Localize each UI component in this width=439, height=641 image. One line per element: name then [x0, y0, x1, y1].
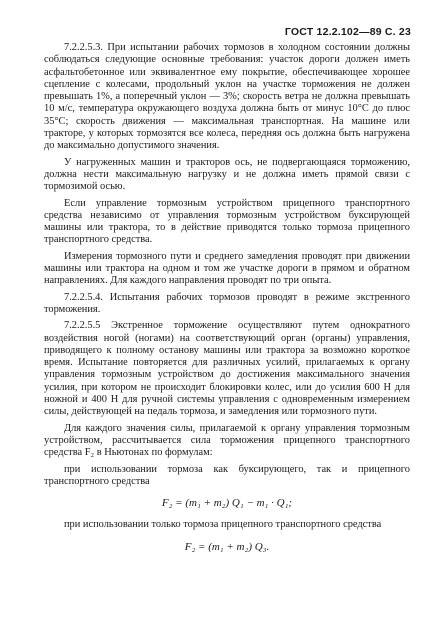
- formula-1: F₂ = (m₁ + m₂) Q₁ − m₁ · Q₁;: [161, 497, 293, 510]
- paragraph-loaded-machines: У нагруженных машин и тракторов ось, не подвергающаяся торможению, должна нести максимальную нагрузку и не должна иметь прямой связи с тормозимой осью.: [44, 156, 410, 193]
- page-header: ГОСТ 12.2.102—89 С. 23: [284, 26, 411, 38]
- paragraph-trailer-control: Если управление тормозным устройством прицепного транспортного средства независимо от управления тормозным устройством буксирующей машины или трактора, то в действие приводятся только тормоза прицепного транспортного средства.: [44, 197, 410, 246]
- paragraph-measurements: Измерения тормозного пути и среднего замедления проводят при движении машины или трактора на одном и том же участке дороги в прямом и обратном направлениях. Для каждого направления проводят по три опыта.: [44, 250, 410, 287]
- paragraph-both-brakes: при использовании тормоза как буксирующего, так и прицепного транспортного средства: [44, 463, 410, 487]
- formula-2: F₂ = (m₁ + m₂) Q₃.: [184, 540, 270, 553]
- document-body: [44, 42, 410, 563]
- paragraph-7-2-2-5-3: 7.2.2.5.3. При испытании рабочих тормозов в холодном состоянии должны соблюдаться следующие основные требования: участок дороги должен иметь асфальтобетонное или эквивалентное ему покрытие, обеспечивающее хорошее сцепление с колесами, продольный уклон на участке торможения не должен превышать 1%, а поперечный уклон — 3%; скорость ветра не должна превышать 10 м/с, температура окружающего воздуха должна быть от минус 10°С до плюс 35°С; скорость движения — максимальная транспортная. На машине или тракторе, у которых тормозятся все колеса, передняя ось должна быть нагружена до максимально допустимого значения.: [44, 42, 410, 152]
- paragraph-force-calc: Для каждого значения силы, прилагаемой к органу управления тормозным устройством, рассчитывается сила торможения прицепного транспортного средства F₂ в Ньютонах по формулам:: [44, 422, 410, 459]
- paragraph-trailer-only: при использовании только тормоза прицепного транспортного средства: [64, 519, 382, 531]
- paragraph-7-2-2-5-5: 7.2.2.5.5 Экстренное торможение осуществляют путем однократного воздействия ногой (ногами) на соответствующий орган (органы) управления, приводящего к полному останову машины или трактора за возможно короткое время. Испытание повторяется для различных усилий, прилагаемых к органу управления тормозным устройством до достижения максимального значения усилия, при котором не происходит блокировки колес, или до усилия 600 Н для ножной и 400 Н для ручной системы управления с одновременным измерением силы, действующей на педаль тормоза, и замедления или тормозного пути.: [44, 320, 410, 418]
- paragraph-7-2-2-5-4: 7.2.2.5.4. Испытания рабочих тормозов проводят в режиме экстренного торможения.: [44, 291, 410, 315]
